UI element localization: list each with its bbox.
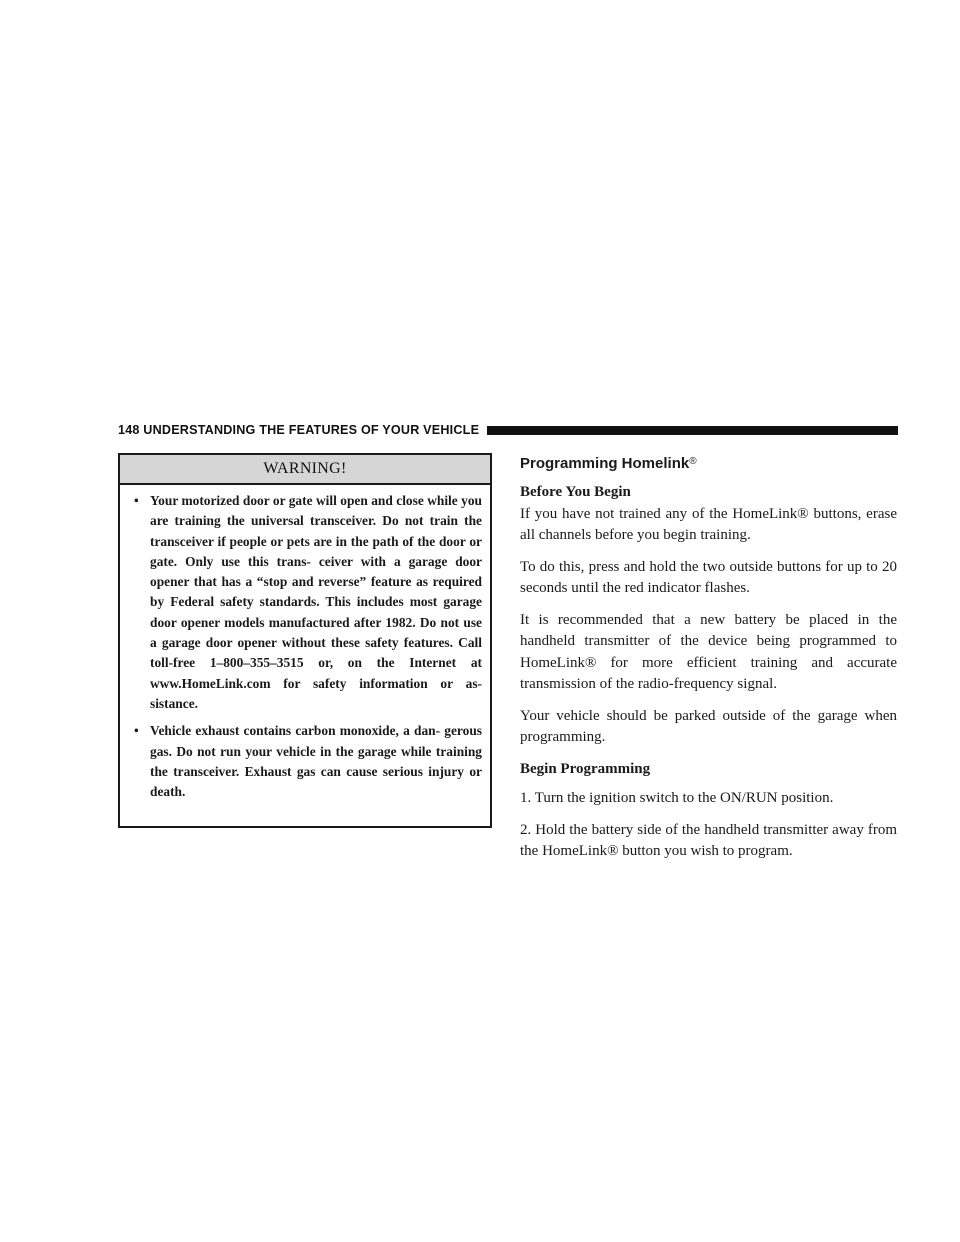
page-number-and-chapter: 148 UNDERSTANDING THE FEATURES OF YOUR VEHICLE [118, 423, 480, 437]
warning-title: WARNING! [120, 455, 490, 485]
bullet-icon: • [134, 493, 139, 508]
paragraph: Your vehicle should be parked outside of the garage when programming. [520, 707, 897, 745]
bullet-icon: • [134, 723, 139, 739]
section-title-text: Programming Homelink [520, 455, 690, 472]
step: 2. Hold the battery side of the handheld transmitter away from the HomeLink® button you wish to program. [520, 821, 897, 859]
programming-section [520, 452, 897, 873]
before-you-begin-heading: Before You Begin [520, 484, 631, 500]
begin-programming-heading: Begin Programming [520, 760, 651, 777]
paragraph: To do this, press and hold the two outside buttons for up to 20 seconds until the red indicator flashes. [520, 558, 897, 596]
warning-item-text: Vehicle exhaust contains carbon monoxide, a dan- gerous gas. Do not run your vehicle in the garage while training the transceiver. Exhaust gas can cause serious injury or death. [150, 723, 482, 800]
step: 1. Turn the ignition switch to the ON/RUN position. [520, 790, 834, 806]
paragraph: It is recommended that a new battery be placed in the handheld transmitter of the device being programmed to HomeLink® for more efficient training and accurate transmission of the radio-frequency signal. [520, 611, 897, 692]
paragraph: If you have not trained any of the HomeLink® buttons, erase all channels before you begin training. [520, 505, 897, 543]
registered-mark: ® [689, 456, 697, 467]
warning-item [130, 491, 482, 714]
warning-item-text: Your motorized door or gate will open and close while you are training the universal transceiver. Do not train the transceiver if people or pets are in the path of the door or gate. Only use this trans- ceiver with a garage door opener that has a “stop and reverse” feature as required by Federal safety standards. This includes most garage door opener models manufactured after 1982. Do not use a garage door opener without these safety features. Call toll-free 1–800–355–3515 or, on the Internet at www.HomeLink.com for safety information or as- sistance. [150, 493, 482, 711]
section-title [520, 452, 897, 474]
warning-box [118, 453, 492, 828]
page-header [118, 420, 898, 440]
warning-list [120, 485, 490, 802]
warning-item [130, 721, 482, 802]
header-rule [487, 426, 898, 435]
